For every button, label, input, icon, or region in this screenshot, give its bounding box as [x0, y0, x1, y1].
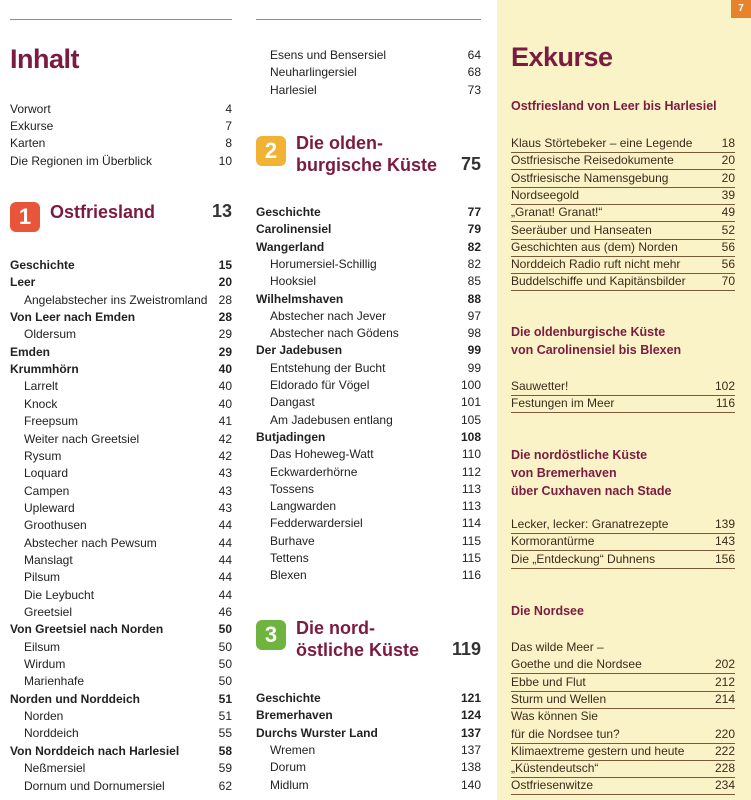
excursion-page: 52 [721, 222, 735, 237]
excursion-page: 20 [721, 153, 735, 168]
entry-page: 64 [467, 48, 481, 62]
excursion-section-heading: Die nordöstliche Küste [511, 448, 648, 462]
excursion-entry[interactable] [511, 273, 735, 291]
entry-label: Die Leybucht [24, 587, 95, 602]
toc-entry[interactable] [256, 82, 481, 99]
chapter-3-title-line-2: östliche Küste [296, 640, 420, 660]
entry-page: 101 [460, 395, 481, 410]
excursion-page: 234 [714, 778, 735, 793]
entry-label: Wremen [270, 742, 316, 757]
toc-entry[interactable] [10, 760, 232, 777]
excursion-entry[interactable] [511, 187, 735, 205]
excursion-page: 228 [714, 761, 735, 776]
excursion-section-heading: über Cuxhaven nach Stade [511, 484, 672, 498]
entry-label: Von Norddeich nach Harlesiel [10, 743, 180, 758]
page-title: Inhalt [10, 44, 79, 74]
excursion-label: Geschichten aus (dem) Norden [511, 239, 678, 254]
excursion-section-heading: von Carolinensiel bis Blexen [511, 343, 682, 357]
entry-label: Von Greetsiel nach Norden [10, 622, 164, 637]
entry-label: Marienhafe [24, 674, 85, 689]
toc-entry[interactable] [10, 274, 232, 291]
entry-label: Neßmersiel [24, 761, 86, 776]
toc-entry[interactable] [10, 535, 232, 552]
toc-entry[interactable] [10, 743, 232, 760]
toc-entry[interactable] [256, 342, 481, 359]
excursion-entry[interactable] [511, 708, 735, 725]
toc-entry[interactable] [10, 621, 232, 638]
entry-label: Wangerland [256, 239, 325, 254]
entry-label: Vorwort [10, 102, 51, 116]
entry-label: Abstecher nach Pewsum [24, 535, 157, 550]
toc-entry[interactable] [256, 725, 481, 742]
entry-page: 73 [467, 82, 481, 97]
entry-page: 68 [467, 65, 481, 80]
toc-entry[interactable] [256, 239, 481, 256]
excursion-entry[interactable] [511, 639, 735, 656]
entry-page: 108 [460, 429, 481, 444]
toc-entry[interactable] [10, 639, 232, 656]
excursion-entry[interactable] [511, 777, 735, 795]
entry-page: 113 [461, 499, 481, 514]
entry-label: Norden [24, 709, 64, 724]
toc-entry[interactable] [256, 377, 481, 394]
toc-entry[interactable] [256, 690, 481, 707]
excursion-label: Ostfriesische Reisedokumente [511, 153, 674, 168]
excursion-page: 143 [714, 534, 735, 549]
entry-page: 51 [218, 691, 232, 706]
entry-label: Pilsum [24, 570, 61, 585]
chapter-3-title-line-1: Die nord- [296, 618, 375, 638]
entry-label: Weiter nach Greetsiel [24, 431, 140, 446]
toc-entry[interactable] [256, 204, 481, 221]
entry-label: Burhave [270, 533, 315, 548]
entry-page: 7 [225, 119, 232, 134]
excursion-page: 102 [714, 379, 735, 393]
entry-page: 137 [460, 742, 481, 757]
entry-page: 116 [461, 568, 481, 583]
top-rule [256, 19, 481, 20]
excursion-entry[interactable] [511, 135, 735, 153]
excursion-label: „Küstendeutsch“ [511, 761, 599, 776]
page-number-tab: 7 [731, 0, 751, 18]
entry-page: 20 [218, 275, 232, 290]
entry-label: Campen [24, 483, 70, 498]
entry-label: Loquard [24, 466, 69, 481]
excursion-label: Das wilde Meer – [511, 640, 604, 654]
entry-page: 15 [218, 258, 232, 272]
excursion-label: Sauwetter! [511, 379, 569, 393]
entry-label: Abstecher nach Gödens [270, 326, 399, 341]
toc-entry[interactable] [10, 500, 232, 517]
entry-label: Carolinensiel [256, 222, 332, 237]
toc-entry[interactable] [10, 656, 232, 673]
entry-label: Dornum und Dornumersiel [24, 778, 165, 793]
chapter-1-title: Ostfriesland [50, 202, 156, 222]
excursion-entry[interactable] [511, 395, 735, 413]
excursion-label: Ostfriesenwitze [511, 778, 594, 793]
toc-entry[interactable] [10, 257, 232, 274]
entry-page: 55 [218, 726, 232, 741]
entry-page: 100 [460, 378, 481, 392]
toc-entry[interactable] [10, 465, 232, 482]
entry-label: Butjadingen [256, 429, 326, 444]
chapter-1-page: 13 [211, 201, 232, 221]
excursion-label: „Granat! Granat!“ [511, 205, 603, 220]
entry-page: 44 [218, 552, 232, 567]
entry-page: 44 [218, 587, 232, 602]
entry-label: Emden [10, 344, 51, 359]
entry-page: 4 [225, 102, 232, 116]
entry-label: Dorum [270, 760, 307, 775]
entry-page: 42 [218, 448, 232, 463]
toc-entry[interactable] [256, 394, 481, 411]
entry-page: 98 [467, 326, 481, 341]
toc-entry[interactable] [10, 691, 232, 708]
entry-label: Das Hoheweg-Watt [270, 447, 374, 462]
toc-entry[interactable] [10, 552, 232, 569]
toc-entry[interactable] [10, 396, 232, 413]
entry-page: 140 [460, 777, 481, 792]
excursion-page: 56 [721, 239, 735, 254]
entry-label: Rysum [24, 448, 62, 463]
toc-entry[interactable] [256, 777, 481, 794]
entry-label: Blexen [270, 568, 307, 583]
excursion-entry[interactable] [511, 222, 735, 240]
toc-entry[interactable] [256, 567, 481, 584]
toc-entry[interactable] [10, 326, 232, 343]
entry-page: 44 [218, 570, 232, 585]
entry-page: 99 [467, 343, 481, 358]
toc-entry[interactable] [10, 153, 232, 170]
entry-label: Wilhelmshaven [256, 291, 344, 306]
toc-entry[interactable] [256, 221, 481, 238]
entry-label: Larrelt [24, 379, 59, 394]
entry-label: Geschichte [256, 205, 321, 219]
toc-entry[interactable] [10, 135, 232, 152]
excursion-page: 56 [721, 257, 735, 272]
entry-label: Midlum [270, 777, 309, 792]
toc-entry[interactable] [10, 673, 232, 690]
entry-label: Norden und Norddeich [10, 691, 140, 706]
toc-entry[interactable] [256, 325, 481, 342]
entry-label: Geschichte [10, 258, 75, 272]
entry-page: 50 [218, 657, 232, 672]
entry-page: 124 [460, 708, 481, 723]
excursion-entry[interactable] [511, 152, 735, 170]
excursion-label: Festungen im Meer [511, 396, 615, 411]
entry-page: 44 [218, 535, 232, 550]
excursion-label: Seeräuber und Hanseaten [511, 222, 652, 237]
toc-entry[interactable] [10, 569, 232, 586]
excursion-entry[interactable] [511, 256, 735, 274]
toc-entry[interactable] [256, 308, 481, 325]
toc-entry[interactable] [256, 64, 481, 81]
excursion-entry[interactable] [511, 204, 735, 222]
entry-label: Dangast [270, 395, 315, 410]
entry-page: 40 [218, 362, 232, 377]
entry-page: 46 [218, 605, 232, 619]
excursion-entry[interactable] [511, 656, 735, 674]
entry-label: Tettens [270, 551, 309, 565]
excursion-label: Nordseegold [511, 187, 580, 202]
toc-entry[interactable] [10, 708, 232, 725]
excursion-entry[interactable] [511, 674, 735, 692]
entry-page: 28 [218, 292, 232, 307]
toc-column-2 [256, 0, 481, 800]
toc-entry[interactable] [10, 292, 232, 309]
entry-label: Leer [10, 275, 36, 290]
toc-entry[interactable] [256, 533, 481, 550]
excursion-page: 39 [721, 187, 735, 202]
entry-page: 113 [461, 481, 481, 496]
excursion-label: Kormorantürme [511, 534, 595, 549]
entry-label: Bremerhaven [256, 708, 333, 723]
excursion-label: Ebbe und Flut [511, 674, 586, 689]
excursion-entry[interactable] [511, 551, 735, 569]
toc-entry[interactable] [10, 309, 232, 326]
entry-label: Entstehung der Bucht [270, 360, 386, 375]
entry-page: 114 [461, 516, 481, 531]
chapter-1-badge: 1 [10, 202, 40, 232]
excursion-page: 214 [714, 691, 735, 706]
entry-page: 29 [218, 344, 232, 359]
toc-entry[interactable] [256, 550, 481, 567]
excursion-page: 202 [714, 657, 735, 672]
excursion-entry[interactable] [511, 378, 735, 396]
excursion-label: Ostfriesische Namensgebung [511, 170, 669, 185]
toc-entry[interactable] [10, 517, 232, 534]
toc-entry[interactable] [10, 344, 232, 361]
toc-entry[interactable] [256, 742, 481, 759]
excursion-label: Lecker, lecker: Granatrezepte [511, 517, 669, 531]
chapter-2-badge: 2 [256, 136, 286, 166]
excursion-entry[interactable] [511, 743, 735, 761]
toc-entry[interactable] [10, 101, 232, 118]
entry-page: 28 [218, 310, 232, 325]
entry-label: Die Regionen im Überblick [10, 153, 153, 168]
toc-entry[interactable] [256, 707, 481, 724]
entry-label: Durchs Wurster Land [256, 725, 378, 740]
entry-page: 79 [467, 222, 481, 237]
entry-page: 138 [460, 760, 481, 775]
entry-label: Hooksiel [270, 274, 317, 289]
toc-entry[interactable] [256, 412, 481, 429]
entry-label: Angelabstecher ins Zweistromland [24, 292, 208, 307]
toc-entry[interactable] [10, 587, 232, 604]
entry-page: 43 [218, 500, 232, 515]
toc-entry[interactable] [10, 118, 232, 135]
entry-page: 29 [218, 327, 232, 342]
toc-entry[interactable] [256, 464, 481, 481]
excursion-page: 116 [715, 396, 735, 411]
top-rule [10, 19, 232, 20]
entry-page: 97 [467, 308, 481, 323]
excursions-title: Exkurse [511, 42, 613, 72]
entry-page: 105 [460, 412, 481, 427]
entry-label: Manslagt [24, 552, 73, 567]
excursion-entry[interactable] [511, 533, 735, 551]
entry-page: 8 [225, 136, 232, 151]
entry-label: Eldorado für Vögel [270, 378, 370, 392]
excursion-label: Die „Entdeckung“ Duhnens [511, 551, 656, 566]
excursion-label: Klaus Störtebeker – eine Legende [511, 136, 693, 150]
excursion-page: 220 [714, 726, 735, 741]
excursion-label: Sturm und Wellen [511, 691, 607, 706]
entry-page: 51 [218, 709, 232, 724]
entry-label: Upleward [24, 500, 75, 515]
entry-label: Abstecher nach Jever [270, 308, 387, 323]
excursion-page: 49 [721, 205, 735, 220]
entry-page: 58 [218, 743, 232, 758]
toc-entry[interactable] [10, 448, 232, 465]
excursion-entry[interactable] [511, 726, 735, 744]
excursion-entry[interactable] [511, 516, 735, 534]
entry-label: Norddeich [24, 726, 79, 741]
entry-page: 41 [218, 414, 232, 429]
entry-label: Greetsiel [24, 605, 73, 619]
entry-page: 137 [460, 725, 481, 740]
excursion-label: Klimaextreme gestern und heute [511, 743, 685, 758]
entry-page: 82 [467, 256, 481, 271]
toc-entry[interactable] [256, 481, 481, 498]
excursion-label: Norddeich Radio ruft nicht mehr [511, 257, 681, 272]
toc-entry[interactable] [256, 273, 481, 290]
excursion-page: 212 [714, 674, 735, 689]
toc-entry[interactable] [256, 256, 481, 273]
entry-page: 88 [467, 291, 481, 306]
toc-entry[interactable] [10, 361, 232, 378]
excursion-section-heading: Ostfriesland von Leer bis Harlesiel [511, 99, 717, 113]
excursion-section-heading: von Bremerhaven [511, 466, 617, 480]
entry-label: Neuharlingersiel [270, 65, 357, 80]
entry-label: Horumersiel-Schillig [270, 256, 377, 271]
excursion-entry[interactable] [511, 239, 735, 257]
entry-label: Tossens [270, 481, 315, 496]
toc-entry[interactable] [256, 498, 481, 515]
toc-entry[interactable] [256, 47, 481, 64]
entry-page: 50 [218, 622, 232, 637]
entry-label: Von Leer nach Emden [10, 310, 136, 325]
excursion-label: Was können Sie [511, 709, 598, 724]
entry-page: 99 [467, 360, 481, 375]
entry-page: 42 [218, 431, 232, 446]
toc-entry[interactable] [256, 291, 481, 308]
excursion-entry[interactable] [511, 691, 735, 709]
entry-page: 43 [218, 466, 232, 481]
excursion-entry[interactable] [511, 760, 735, 778]
entry-page: 40 [218, 379, 232, 394]
toc-entry[interactable] [10, 483, 232, 500]
toc-entry[interactable] [256, 429, 481, 446]
excursion-page: 139 [714, 517, 735, 531]
entry-page: 50 [218, 674, 232, 689]
chapter-3-page: 119 [451, 639, 481, 659]
toc-column-1 [10, 0, 232, 800]
toc-entry[interactable] [256, 515, 481, 532]
excursion-page: 18 [721, 136, 735, 150]
entry-label: Wirdum [24, 657, 66, 672]
entry-label: Der Jadebusen [256, 343, 343, 358]
excursion-page: 222 [714, 743, 735, 758]
entry-page: 50 [218, 639, 232, 654]
excursion-entry[interactable] [511, 170, 735, 188]
entry-page: 59 [218, 761, 232, 776]
toc-entry[interactable] [256, 446, 481, 463]
entry-label: Oldersum [24, 327, 77, 342]
entry-page: 82 [467, 239, 481, 254]
excursion-label: für die Nordsee tun? [511, 726, 620, 741]
entry-label: Karten [10, 136, 46, 151]
entry-label: Krummhörn [10, 362, 79, 377]
entry-page: 62 [218, 778, 232, 793]
entry-label: Exkurse [10, 119, 54, 134]
toc-entry[interactable] [256, 360, 481, 377]
excursion-page: 70 [721, 274, 735, 289]
toc-entry[interactable] [10, 431, 232, 448]
chapter-2-page: 75 [460, 154, 481, 174]
entry-page: 110 [461, 447, 481, 462]
toc-entry[interactable] [10, 413, 232, 430]
entry-label: Harlesiel [270, 82, 317, 97]
chapter-3-badge: 3 [256, 620, 286, 650]
entry-label: Esens und Bensersiel [270, 48, 387, 62]
entry-page: 10 [218, 153, 232, 168]
entry-page: 115 [461, 533, 481, 548]
entry-page: 85 [467, 274, 481, 289]
excursion-section-heading: Die oldenburgische Küste [511, 325, 666, 339]
entry-page: 77 [467, 205, 481, 219]
entry-label: Geschichte [256, 691, 321, 705]
chapter-2-title-line-1: Die olden- [296, 133, 384, 153]
entry-label: Freepsum [24, 414, 79, 429]
excursion-label: Goethe und die Nordsee [511, 657, 642, 672]
toc-entry[interactable] [256, 759, 481, 776]
entry-label: Am Jadebusen entlang [270, 412, 393, 427]
entry-label: Groothusen [24, 518, 87, 533]
entry-label: Eckwarderhörne [270, 464, 358, 479]
toc-entry[interactable] [10, 725, 232, 742]
excursion-page: 20 [721, 170, 735, 185]
entry-page: 44 [218, 518, 232, 533]
entry-page: 40 [218, 396, 232, 411]
entry-label: Fedderwardersiel [270, 516, 363, 531]
toc-entry[interactable] [10, 778, 232, 795]
excursion-label: Buddelschiffe und Kapitänsbilder [511, 274, 686, 289]
toc-entry[interactable] [10, 378, 232, 395]
entry-label: Eilsum [24, 639, 61, 654]
entry-page: 121 [460, 691, 481, 705]
toc-entry[interactable] [10, 604, 232, 621]
excursion-page: 156 [714, 551, 735, 566]
chapter-2-title-line-2: burgische Küste [296, 155, 438, 175]
entry-page: 115 [461, 551, 481, 565]
entry-label: Langwarden [270, 499, 337, 514]
excursions-column [497, 0, 751, 800]
entry-page: 112 [461, 464, 481, 479]
entry-page: 43 [218, 483, 232, 498]
entry-label: Knock [24, 396, 58, 411]
excursion-section-heading: Die Nordsee [511, 604, 584, 618]
